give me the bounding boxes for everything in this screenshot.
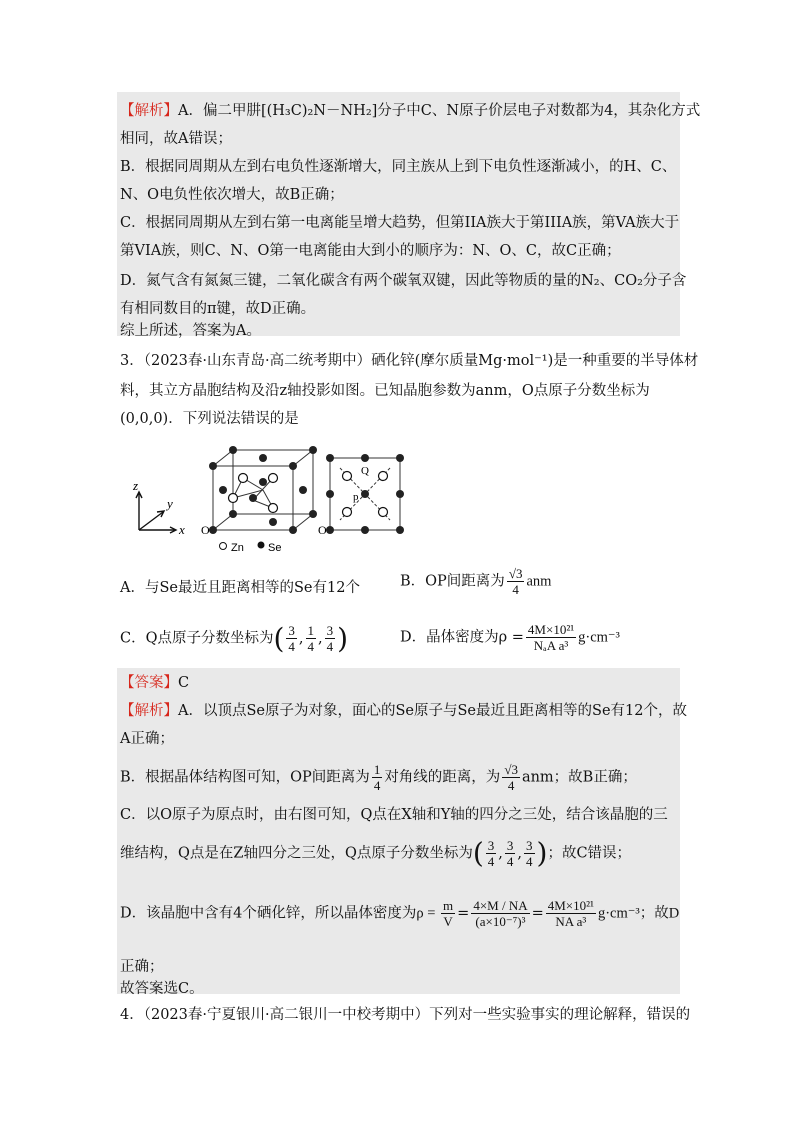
analysis-tag: 【解析】	[120, 103, 178, 119]
option-a: A．与Se最近且距离相等的Se有12个	[120, 580, 360, 596]
q-label: Q	[361, 465, 369, 477]
crystal-structure-figure	[125, 438, 415, 558]
analysis-2-line-2: A正确；	[120, 731, 174, 747]
se-legend-label: Se	[268, 542, 282, 554]
question-3-line-3: (0,0,0)．下列说法错误的是	[120, 411, 299, 427]
analysis-2-line-1: 【解析】A．以顶点Se原子为对象，面心的Se原子与Se最近且距离相等的Se有12个，故	[120, 703, 687, 719]
answer-value: C	[178, 675, 190, 691]
option-b: B．OP间距离为 $\frac{√3}{4}$ anm	[400, 566, 552, 597]
answer-line	[120, 672, 189, 694]
answer-tag: 【答案】	[120, 675, 178, 691]
analysis-1-line-3: B．根据同周期从左到右电负性逐渐增大，同主族从上到下电负性逐渐减小，的H、C、	[120, 159, 677, 175]
axis-z-label: z	[133, 478, 139, 493]
axis-y-label: y	[167, 496, 173, 511]
analysis-1-line-6: 第VIA族，则C、N、O第一电离能由大到小的顺序为：N、O、C，故C正确；	[120, 243, 621, 259]
analysis-2-line-7: 正确；	[120, 959, 164, 975]
analysis-2-line-8: 故答案选C。	[120, 981, 204, 997]
origin-label-proj: O	[318, 523, 327, 537]
analysis-1-line-1: 【解析】A．偏二甲肼[(H₃C)₂N－NH₂]分子中C、N原子价层电子对数都为4，其杂化方式	[120, 103, 701, 119]
p-label: p	[353, 491, 359, 503]
option-d: D．晶体密度为ρ = $\frac{\text{4M×10²¹}}{\text{NₐA a³}}$ g·cm⁻³	[400, 622, 620, 653]
question-4-line-1: 4．（2023春·宁夏银川·高二银川一中校考期中）下列对一些实验事实的理论解释，错误的	[120, 1007, 691, 1023]
analysis-2-line-6: D．该晶胞中含有4个硒化锌，所以晶体密度为ρ = $\frac{m}{V}$ = $\frac{4\times M / NA}{\text{(a×10⁻⁷)³}}$ = $\frac{\text{4M×10²¹}}{\text{NA a³}}$ g·cm⁻³；故D	[120, 898, 680, 929]
zn-legend-icon	[220, 543, 227, 550]
analysis-1-line-5: C．根据同周期从左到右第一电离能呈增大趋势，但第IIA族大于第IIIA族，第VA族大于	[120, 215, 680, 231]
option-c: C．Q点原子分数坐标为( $\frac{3}{4}$ , $\frac{1}{4}$ , $\frac{3}{4}$ )	[120, 622, 349, 655]
analysis-2-line-5: 维结构，Q点是在Z轴四分之三处，Q点原子分数坐标为( $\frac{3}{4}$ , $\frac{3}{4}$ , $\frac{3}{4}$ )；故C错误；	[120, 836, 632, 870]
analysis-1-line-7: D．氮气含有氮氮三键，二氧化碳含有两个碳氧双键，因此等物质的量的N₂、CO₂分子含	[120, 273, 687, 289]
origin-label-3d: O	[201, 523, 210, 537]
analysis-1-line-9: 综上所述，答案为A。	[120, 323, 261, 339]
analysis-1-line-4: N、O电负性依次增大，故B正确；	[120, 187, 344, 203]
question-3-line-2: 料，其立方晶胞结构及沿z轴投影如图。已知晶胞参数为anm，O点原子分数坐标为	[120, 383, 650, 399]
analysis-1-line-8: 有相同数目的π键，故D正确。	[120, 301, 316, 317]
zn-legend-label: Zn	[231, 542, 244, 554]
se-legend-icon	[258, 542, 265, 549]
question-3-line-1: 3．（2023春·山东青岛·高二统考期中）硒化锌(摩尔质量Mg·mol⁻¹)是一种重要的半导体材	[120, 353, 699, 369]
axis-x-label: x	[179, 522, 185, 537]
analysis-2-line-3: B．根据晶体结构图可知，OP间距离为 $\frac{1}{4}$ 对角线的距离，为 $\frac{√3}{4}$ anm；故B正确；	[120, 762, 637, 793]
analysis-1-line-2: 相同，故A错误；	[120, 131, 232, 147]
analysis-2-tag: 【解析】	[120, 703, 178, 719]
analysis-2-line-4: C．以O原子为原点时，由右图可知，Q点在X轴和Y轴的四分之三处，结合该晶胞的三	[120, 807, 668, 823]
